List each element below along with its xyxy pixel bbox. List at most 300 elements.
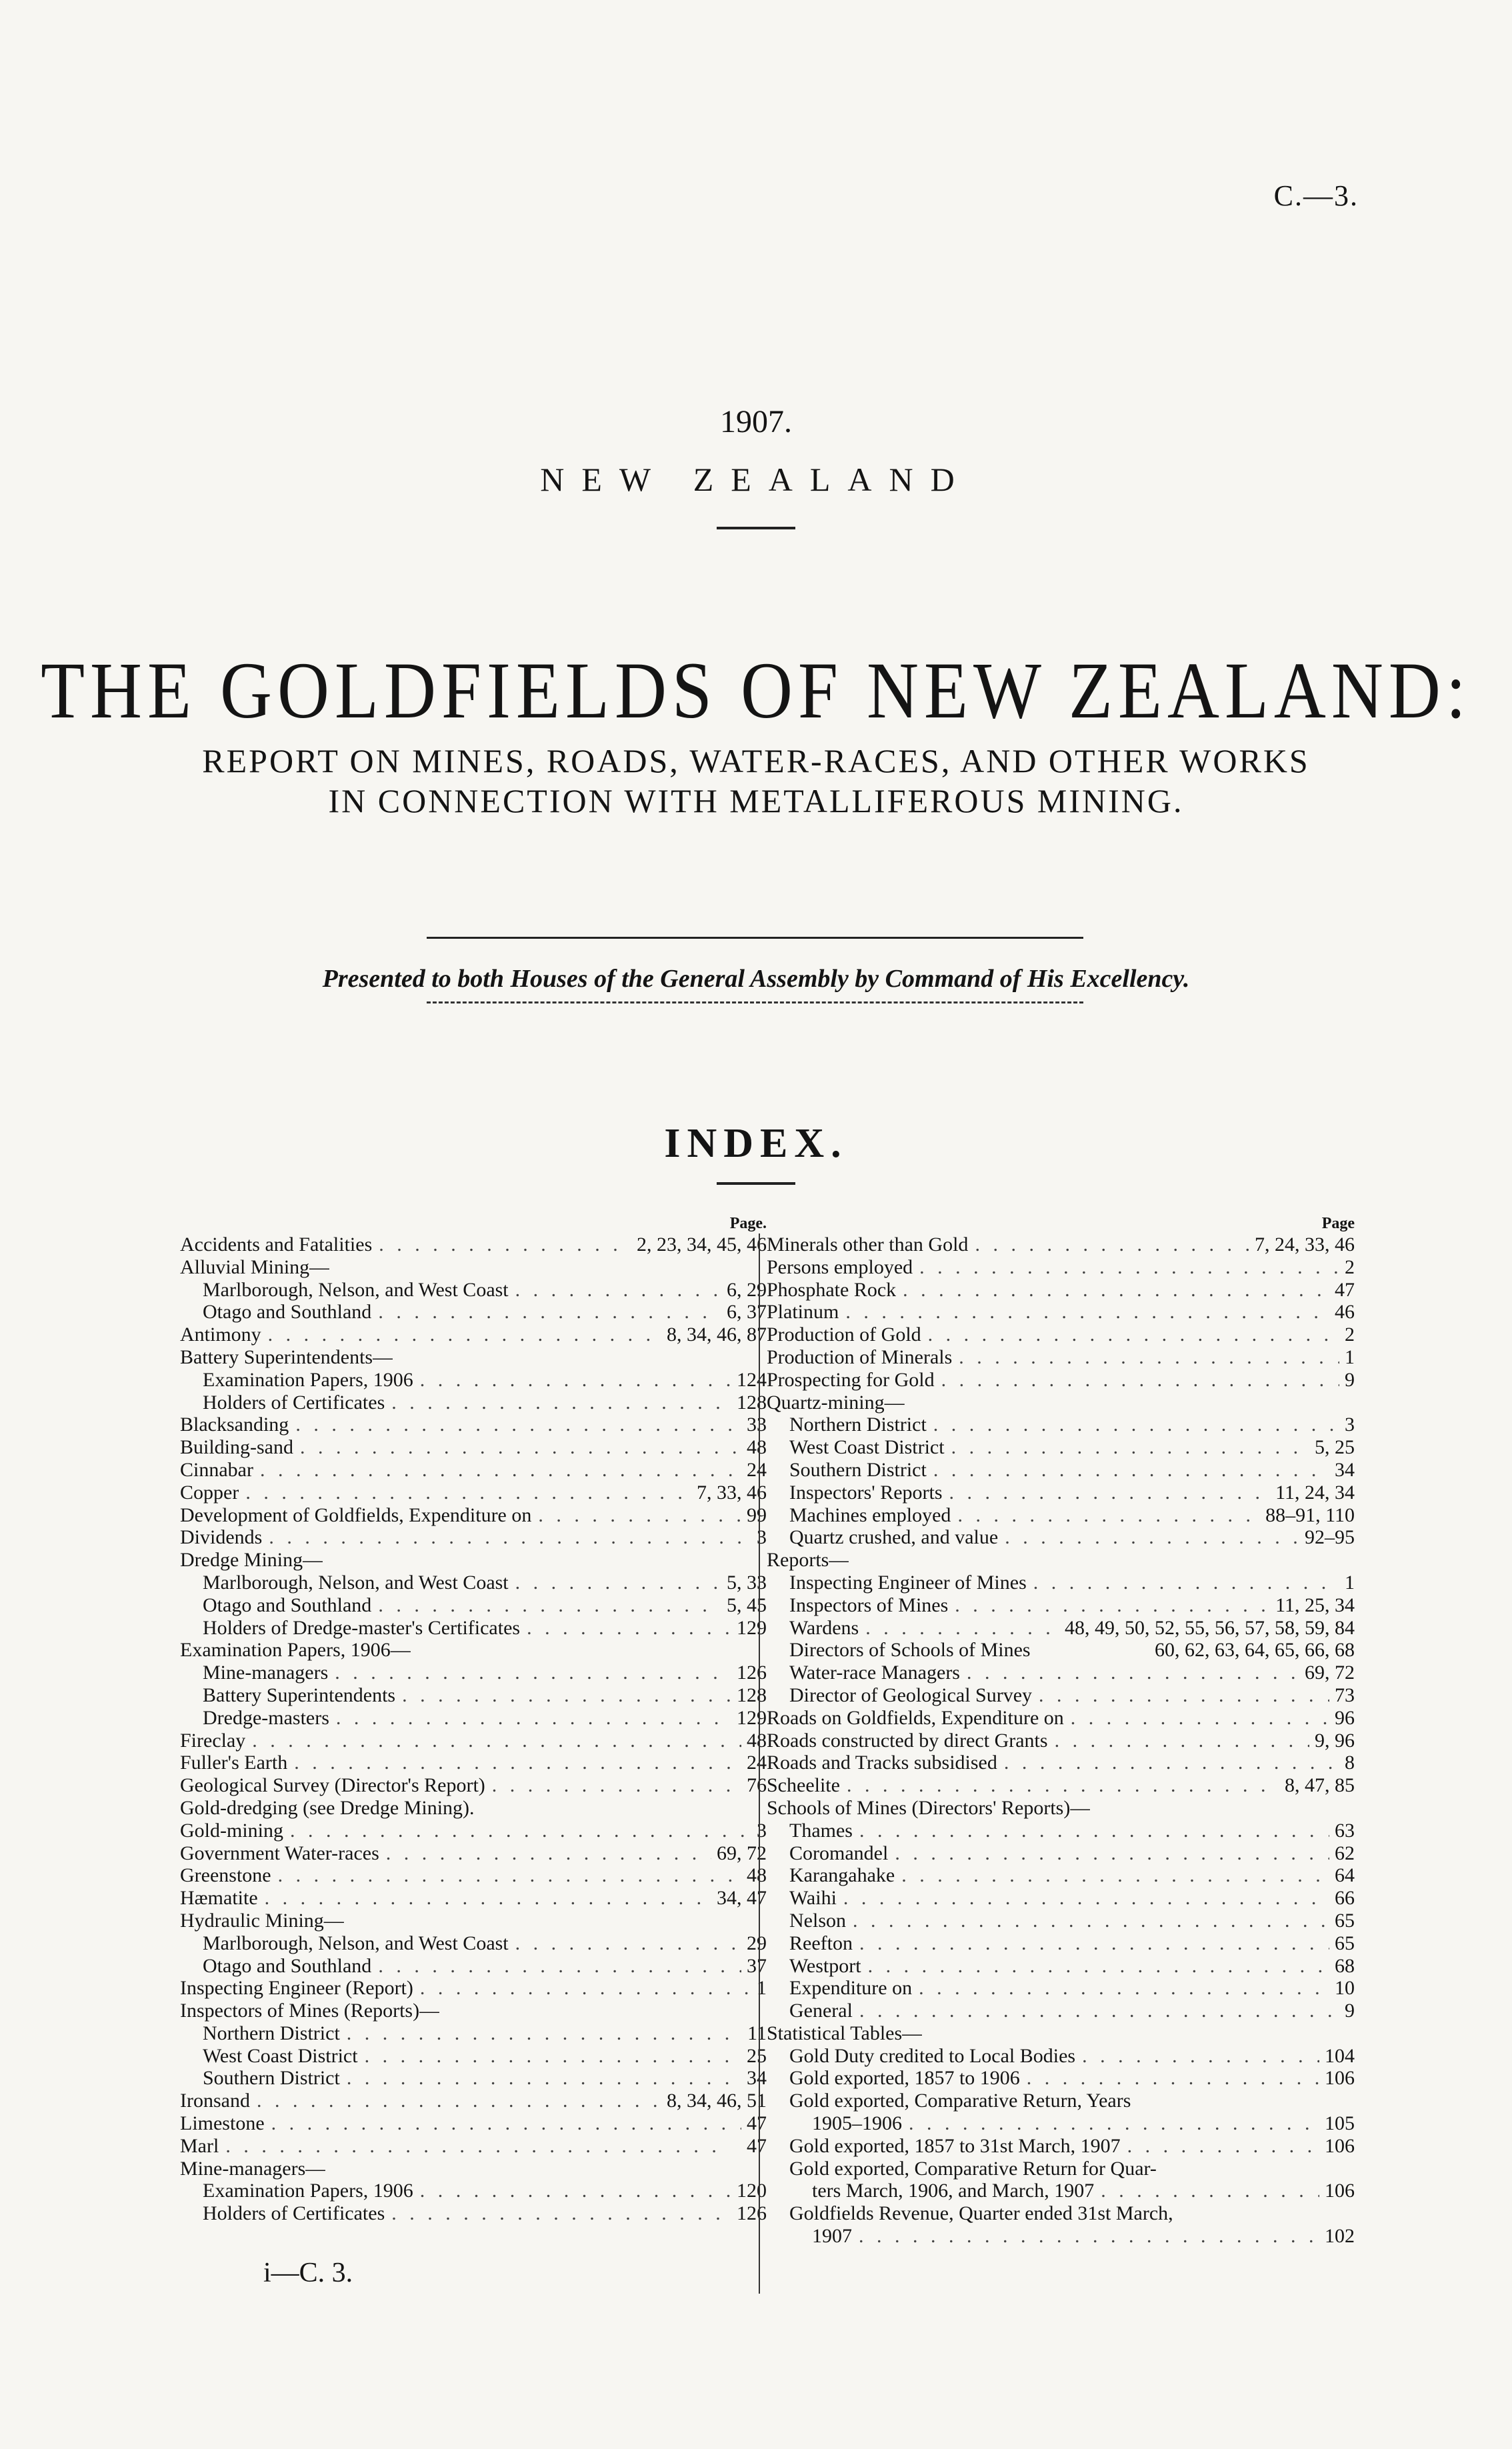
index-entry-text: Otago and Southland bbox=[203, 1954, 372, 1977]
index-entry-text: 1905–1906 bbox=[812, 2112, 902, 2135]
index-entry-text: Gold-dredging (see Dredge Mining). bbox=[180, 1796, 475, 1819]
index-entry-pages: 88–91, 110 bbox=[1265, 1504, 1355, 1526]
index-entry-pages: 65 bbox=[1335, 1932, 1355, 1954]
index-entry-pages: 34 bbox=[747, 2067, 767, 2090]
index-entry bbox=[180, 2112, 767, 2135]
index-entry-text: Marl bbox=[180, 2134, 219, 2157]
presented-line: Presented to both Houses of the General Assembly by Command of His Excellency. bbox=[322, 965, 1190, 993]
leader-dots bbox=[927, 1459, 1329, 1482]
index-entry-pages: 34, 47 bbox=[717, 1887, 767, 1910]
index-entry-pages: 5, 25 bbox=[1315, 1436, 1355, 1459]
index-entry bbox=[180, 1482, 767, 1504]
leader-dots bbox=[413, 2180, 731, 2202]
leader-dots bbox=[245, 1730, 741, 1752]
index-entry-text: Production of Gold bbox=[767, 1324, 921, 1346]
index-entry bbox=[180, 1887, 767, 1910]
leader-dots bbox=[385, 1392, 731, 1414]
leader-dots bbox=[239, 1482, 691, 1504]
index-entry-text: Accidents and Fatalities bbox=[180, 1234, 373, 1256]
index-entry-pages: 8 bbox=[1345, 1752, 1355, 1774]
index-entry bbox=[767, 1730, 1355, 1752]
leader-dots bbox=[509, 1279, 721, 1302]
index-entry bbox=[180, 1842, 767, 1865]
index-entry bbox=[180, 1820, 767, 1842]
index-entry-pages: 73 bbox=[1335, 1684, 1355, 1706]
index-entry bbox=[767, 1752, 1355, 1774]
index-entry-pages: 99 bbox=[747, 1504, 767, 1526]
index-entry-text: Expenditure on bbox=[789, 1977, 913, 2000]
index-entry-pages: 104 bbox=[1325, 2044, 1355, 2067]
index-entry bbox=[767, 1955, 1355, 1978]
index-entry bbox=[767, 1572, 1355, 1594]
index-entry bbox=[180, 1256, 767, 1279]
index-entry bbox=[767, 1369, 1355, 1392]
index-entry-pages: 69, 72 bbox=[717, 1842, 767, 1864]
index-entry-pages: 1 bbox=[1345, 1571, 1355, 1594]
index-entry-pages: 3 bbox=[757, 1819, 767, 1842]
index-entry-text: Inspectors of Mines bbox=[789, 1594, 949, 1616]
index-entry bbox=[180, 1234, 767, 1256]
index-entry bbox=[767, 2022, 1355, 2045]
index-entry-pages: 33 bbox=[747, 1414, 767, 1436]
leader-dots bbox=[852, 2225, 1319, 2248]
index-entry bbox=[767, 1684, 1355, 1707]
index-entry-text: Thames bbox=[789, 1819, 853, 1842]
index-entry-pages: 129 bbox=[737, 1616, 767, 1639]
index-entry-pages: 8, 34, 46, 87 bbox=[667, 1324, 767, 1346]
index-entry-pages: 48 bbox=[747, 1436, 767, 1459]
index-entry-pages: 106 bbox=[1325, 2180, 1355, 2202]
leader-dots bbox=[997, 1752, 1339, 1774]
index-entry-text: Gold exported, Comparative Return for Quar- bbox=[789, 2157, 1157, 2180]
index-entry bbox=[767, 2225, 1355, 2248]
index-entry-text: Dividends bbox=[180, 1526, 263, 1549]
index-title: INDEX. bbox=[664, 1121, 848, 1166]
index-entry-text: West Coast District bbox=[203, 2044, 358, 2067]
index-entry bbox=[180, 1955, 767, 1978]
index-entry bbox=[767, 2000, 1355, 2022]
index-entry-text: Persons employed bbox=[767, 1256, 913, 1278]
index-entry bbox=[767, 1482, 1355, 1504]
index-entry-text: General bbox=[789, 2000, 853, 2022]
index-entry-text: Gold exported, 1857 to 31st March, 1907 bbox=[789, 2134, 1121, 2157]
index-entry-text: Statistical Tables— bbox=[767, 2022, 923, 2044]
index-entry-pages: 7, 24, 33, 46 bbox=[1255, 1234, 1355, 1256]
index-entry-text: Platinum bbox=[767, 1301, 839, 1324]
index-entry-text: Gold-mining bbox=[180, 1819, 283, 1842]
index-entry bbox=[180, 2045, 767, 2068]
index-entry-pages: 2, 23, 34, 45, 46 bbox=[637, 1234, 767, 1256]
index-entry bbox=[180, 1459, 767, 1482]
leader-dots bbox=[921, 1324, 1339, 1346]
index-entry bbox=[180, 1324, 767, 1346]
index-entry-pages: 65 bbox=[1335, 1909, 1355, 1932]
leader-dots bbox=[948, 1594, 1270, 1617]
index-entry bbox=[767, 1324, 1355, 1346]
leader-dots bbox=[1121, 2135, 1319, 2158]
index-entry-pages: 46 bbox=[1335, 1301, 1355, 1324]
leader-dots bbox=[265, 2112, 741, 2135]
index-entry bbox=[180, 1617, 767, 1640]
leader-dots bbox=[287, 1752, 741, 1774]
index-entry-pages: 5, 33 bbox=[727, 1571, 767, 1594]
leader-dots bbox=[289, 1414, 741, 1436]
index-entry bbox=[180, 1414, 767, 1436]
index-entry-pages: 24 bbox=[747, 1458, 767, 1481]
index-entry-pages: 11 bbox=[747, 2022, 767, 2044]
index-entry bbox=[180, 1730, 767, 1752]
index-entry bbox=[180, 1392, 767, 1414]
index-entry-pages: 34 bbox=[1335, 1458, 1355, 1481]
index-entry-text: Quartz-mining— bbox=[767, 1391, 905, 1414]
index-entry bbox=[767, 1549, 1355, 1572]
index-entry-text: Government Water-races bbox=[180, 1842, 379, 1864]
index-entry-pages: 106 bbox=[1325, 2134, 1355, 2157]
index-entry-text: Westport bbox=[789, 1954, 861, 1977]
index-entry-text: Otago and Southland bbox=[203, 1594, 372, 1616]
leader-dots bbox=[340, 2067, 741, 2090]
index-entry-pages: 48, 49, 50, 52, 55, 56, 57, 58, 59, 84 bbox=[1065, 1616, 1355, 1639]
leader-dots bbox=[329, 1707, 731, 1730]
index-entry-text: Ironsand bbox=[180, 2090, 250, 2112]
leader-dots bbox=[1075, 2045, 1319, 2068]
index-entry bbox=[767, 1977, 1355, 2000]
index-entry bbox=[180, 1662, 767, 1684]
index-entry-text: Roads and Tracks subsidised bbox=[767, 1752, 997, 1774]
leader-dots bbox=[371, 1594, 721, 1617]
index-entry-pages: 128 bbox=[737, 1684, 767, 1706]
leader-dots bbox=[1094, 2180, 1319, 2202]
leader-dots bbox=[531, 1504, 741, 1527]
index-entry-text: Prospecting for Gold bbox=[767, 1368, 935, 1391]
leader-dots bbox=[945, 1436, 1309, 1459]
index-entry-text: Marlborough, Nelson, and West Coast bbox=[203, 1932, 509, 1954]
index-entry-text: Southern District bbox=[789, 1458, 927, 1481]
leader-dots bbox=[913, 1256, 1339, 1279]
index-entry-text: Hydraulic Mining— bbox=[180, 1909, 344, 1932]
index-entry bbox=[180, 2022, 767, 2045]
leader-dots bbox=[413, 1369, 731, 1392]
index-entry bbox=[767, 2045, 1355, 2068]
index-entry-text: ters March, 1906, and March, 1907 bbox=[812, 2180, 1095, 2202]
leader-dots bbox=[385, 2202, 731, 2225]
index-entry bbox=[767, 1392, 1355, 1414]
leader-dots bbox=[328, 1662, 731, 1684]
index-entry bbox=[180, 1932, 767, 1955]
index-entry bbox=[180, 1572, 767, 1594]
index-entry-pages: 120 bbox=[737, 2180, 767, 2202]
index-entry bbox=[767, 2135, 1355, 2158]
index-entry-text: Development of Goldfields, Expenditure on bbox=[180, 1504, 532, 1526]
index-entry-pages: 62 bbox=[1335, 1842, 1355, 1864]
leader-dots bbox=[952, 1346, 1339, 1369]
index-entry-pages: 24 bbox=[747, 1752, 767, 1774]
index-entry-pages: 11, 24, 34 bbox=[1275, 1481, 1355, 1504]
index-entry-pages: 126 bbox=[737, 2202, 767, 2225]
index-entry-text: Battery Superintendents— bbox=[180, 1346, 393, 1368]
index-entry bbox=[180, 2158, 767, 2180]
index-entry-text: Inspectors' Reports bbox=[789, 1481, 943, 1504]
index-entry-text: Roads on Goldfields, Expenditure on bbox=[767, 1706, 1064, 1729]
index-entry-pages: 29 bbox=[747, 1932, 767, 1954]
index-entry-pages: 8, 34, 46, 51 bbox=[667, 2090, 767, 2112]
index-entry bbox=[767, 1526, 1355, 1549]
index-entry-pages: 47 bbox=[747, 2134, 767, 2157]
subtitle-line-1: REPORT ON MINES, ROADS, WATER-RACES, AND OTHER WORKS bbox=[202, 742, 1310, 779]
index-entry-text: Examination Papers, 1906— bbox=[180, 1639, 411, 1662]
leader-dots bbox=[943, 1482, 1271, 1504]
index-entry-text: Inspecting Engineer of Mines bbox=[789, 1571, 1027, 1594]
index-entry-text: Waihi bbox=[789, 1887, 837, 1910]
index-entry-pages: 124 bbox=[737, 1368, 767, 1391]
leader-dots bbox=[250, 2090, 661, 2112]
index-entry-text: Gold Duty credited to Local Bodies bbox=[789, 2044, 1076, 2067]
leader-dots bbox=[293, 1436, 741, 1459]
index-entry bbox=[767, 1887, 1355, 1910]
index-entry-pages: 37 bbox=[747, 1954, 767, 1977]
leader-dots bbox=[968, 1234, 1249, 1256]
index-entry-pages: 7, 33, 46 bbox=[697, 1481, 767, 1504]
index-column-right bbox=[767, 1213, 1355, 2248]
leader-dots bbox=[960, 1662, 1299, 1684]
index-entry-pages: 10 bbox=[1335, 1977, 1355, 2000]
index-entry bbox=[767, 1932, 1355, 1955]
index-entry-text: Nelson bbox=[789, 1909, 846, 1932]
rule-presented-bottom bbox=[427, 1001, 1083, 1003]
index-entry bbox=[180, 1504, 767, 1527]
index-entry bbox=[180, 2090, 767, 2112]
index-entry bbox=[767, 1820, 1355, 1842]
index-entry bbox=[180, 1864, 767, 1887]
index-entry-pages: 63 bbox=[1335, 1819, 1355, 1842]
index-entry-text: Cinnabar bbox=[180, 1458, 253, 1481]
index-entry-text: Holders of Dredge-master's Certificates bbox=[203, 1616, 521, 1639]
leader-dots bbox=[413, 1977, 751, 2000]
index-entry-pages: 9 bbox=[1345, 2000, 1355, 2022]
index-entry-text: Examination Papers, 1906 bbox=[203, 2180, 413, 2202]
rule-index bbox=[717, 1182, 795, 1185]
index-entry-pages: 66 bbox=[1335, 1887, 1355, 1910]
index-entry-text: Water-race Managers bbox=[789, 1662, 960, 1684]
leader-dots bbox=[283, 1820, 751, 1842]
index-entry-pages: 2 bbox=[1345, 1256, 1355, 1278]
index-entry bbox=[767, 1436, 1355, 1459]
index-entry bbox=[767, 1864, 1355, 1887]
main-title: THE GOLDFIELDS OF NEW ZEALAND: bbox=[41, 646, 1471, 736]
leader-dots bbox=[837, 1887, 1329, 1910]
index-entry bbox=[180, 2202, 767, 2225]
leader-dots bbox=[888, 1842, 1329, 1865]
index-entry bbox=[180, 2135, 767, 2158]
index-entry-text: Blacksanding bbox=[180, 1414, 289, 1436]
column-divider bbox=[759, 1234, 760, 2294]
index-entry-text: Reefton bbox=[789, 1932, 853, 1954]
index-entry-text: Phosphate Rock bbox=[767, 1278, 897, 1301]
leader-dots bbox=[1048, 1730, 1309, 1752]
leader-dots bbox=[927, 1414, 1339, 1436]
index-entry-text: Mine-managers bbox=[203, 1662, 329, 1684]
index-entry-text: Director of Geological Survey bbox=[789, 1684, 1033, 1706]
index-entry-pages: 8, 47, 85 bbox=[1285, 1774, 1355, 1797]
index-entry bbox=[180, 2000, 767, 2022]
leader-dots bbox=[1032, 1684, 1329, 1707]
index-entry bbox=[767, 1504, 1355, 1527]
year: 1907. bbox=[720, 404, 792, 439]
index-entry bbox=[767, 1662, 1355, 1684]
index-entry bbox=[180, 1639, 767, 1662]
leader-dots bbox=[520, 1617, 731, 1640]
index-entry-text: Battery Superintendents bbox=[203, 1684, 396, 1706]
index-column-left bbox=[180, 1213, 767, 2225]
index-entry-pages: 92–95 bbox=[1305, 1526, 1355, 1549]
index-entry bbox=[767, 1707, 1355, 1730]
index-entry-pages: 1 bbox=[757, 1977, 767, 2000]
index-entry-text: Schools of Mines (Directors' Reports)— bbox=[767, 1796, 1091, 1819]
page-column-heading: Page. bbox=[729, 1215, 767, 1232]
index-entry bbox=[767, 1617, 1355, 1640]
index-entry-pages: 1 bbox=[1345, 1346, 1355, 1368]
index-entry-text: Karangahake bbox=[789, 1864, 895, 1887]
index-entry bbox=[180, 1436, 767, 1459]
index-entry-pages: 76 bbox=[747, 1774, 767, 1797]
index-entry bbox=[180, 1279, 767, 1302]
index-entry bbox=[180, 2180, 767, 2202]
leader-dots bbox=[262, 1526, 751, 1549]
index-entry-text: Building-sand bbox=[180, 1436, 293, 1459]
index-entry-pages: 2 bbox=[1345, 1324, 1355, 1346]
index-entry bbox=[767, 1234, 1355, 1256]
subtitle-line-2: IN CONNECTION WITH METALLIFEROUS MINING. bbox=[328, 782, 1184, 819]
index-entry bbox=[180, 1910, 767, 1932]
index-entry bbox=[767, 1346, 1355, 1369]
rule-short-top bbox=[717, 527, 795, 529]
index-entry bbox=[767, 2158, 1355, 2180]
index-entry bbox=[180, 2067, 767, 2090]
index-entry bbox=[767, 1797, 1355, 1820]
index-entry-pages: 9, 96 bbox=[1315, 1729, 1355, 1752]
index-entry bbox=[180, 1301, 767, 1324]
leader-dots bbox=[261, 1324, 661, 1346]
index-entry bbox=[767, 1639, 1355, 1662]
index-entry bbox=[767, 1594, 1355, 1617]
leader-dots bbox=[253, 1459, 741, 1482]
index-entry-text: Examination Papers, 1906 bbox=[203, 1368, 413, 1391]
index-entry bbox=[180, 1594, 767, 1617]
index-entry bbox=[180, 1549, 767, 1572]
leader-dots bbox=[839, 1301, 1329, 1324]
index-entry bbox=[180, 1526, 767, 1549]
leader-dots bbox=[258, 1887, 711, 1910]
index-entry-text: Production of Minerals bbox=[767, 1346, 953, 1368]
index-entry-text: Directors of Schools of Mines bbox=[789, 1639, 1031, 1662]
index-entry-text: Gold exported, 1857 to 1906 bbox=[789, 2067, 1020, 2090]
index-entry-text: Marlborough, Nelson, and West Coast bbox=[203, 1571, 509, 1594]
index-entry-text: Dredge-masters bbox=[203, 1706, 329, 1729]
leader-dots bbox=[509, 1572, 721, 1594]
index-entry-pages: 3 bbox=[757, 1526, 767, 1549]
index-entry bbox=[767, 1842, 1355, 1865]
leader-dots bbox=[840, 1774, 1279, 1797]
index-entry bbox=[767, 1414, 1355, 1436]
index-entry-text: Geological Survey (Director's Report) bbox=[180, 1774, 485, 1797]
index-entry-text: Dredge Mining— bbox=[180, 1549, 323, 1572]
index-entry-pages: 47 bbox=[1335, 1278, 1355, 1301]
index-entry-text: Northern District bbox=[789, 1414, 927, 1436]
index-entry-text: Quartz crushed, and value bbox=[789, 1526, 999, 1549]
index-entry-pages: 6, 29 bbox=[727, 1278, 767, 1301]
leader-dots bbox=[951, 1504, 1260, 1527]
leader-dots bbox=[998, 1526, 1299, 1549]
leader-dots bbox=[271, 1864, 741, 1887]
index-entry bbox=[767, 1459, 1355, 1482]
index-entry bbox=[180, 1977, 767, 2000]
rule-presented-top bbox=[427, 937, 1083, 939]
index-entry-pages: 96 bbox=[1335, 1706, 1355, 1729]
index-entry-text: Otago and Southland bbox=[203, 1301, 372, 1324]
index-entry-pages: 47 bbox=[747, 2112, 767, 2135]
index-entry-pages: 126 bbox=[737, 1662, 767, 1684]
index-entry bbox=[767, 1301, 1355, 1324]
leader-dots bbox=[1027, 1572, 1339, 1594]
leader-dots bbox=[340, 2022, 742, 2045]
leader-dots bbox=[853, 1932, 1329, 1955]
index-entry bbox=[767, 1774, 1355, 1797]
index-entry bbox=[180, 1774, 767, 1797]
leader-dots bbox=[371, 1955, 741, 1978]
leader-dots bbox=[895, 1864, 1329, 1887]
page-column-heading: Page bbox=[1321, 1215, 1355, 1232]
leader-dots bbox=[358, 2045, 741, 2068]
index-entry-text: Antimony bbox=[180, 1324, 261, 1346]
index-entry-text: Marlborough, Nelson, and West Coast bbox=[203, 1278, 509, 1301]
index-entry-text: Hæmatite bbox=[180, 1887, 258, 1910]
index-entry-pages: 105 bbox=[1325, 2112, 1355, 2135]
index-entry-pages: 25 bbox=[747, 2044, 767, 2067]
index-entry-text: Fireclay bbox=[180, 1729, 246, 1752]
leader-dots bbox=[379, 1842, 711, 1865]
index-entry-pages: 106 bbox=[1325, 2067, 1355, 2090]
leader-dots bbox=[853, 1820, 1329, 1842]
index-entry-text: Greenstone bbox=[180, 1864, 271, 1887]
index-entry-text: Northern District bbox=[203, 2022, 340, 2044]
leader-dots bbox=[485, 1774, 741, 1797]
index-entry-text: Inspecting Engineer (Report) bbox=[180, 1977, 413, 2000]
leader-dots bbox=[371, 1301, 721, 1324]
index-entry bbox=[180, 1797, 767, 1820]
index-entry-text: Limestone bbox=[180, 2112, 265, 2135]
leader-dots bbox=[912, 1977, 1329, 2000]
index-entry-text: Minerals other than Gold bbox=[767, 1234, 969, 1256]
index-entry bbox=[767, 2090, 1355, 2112]
leader-dots bbox=[896, 1279, 1329, 1302]
footer-page-ref: i—C. 3. bbox=[263, 2258, 353, 2288]
index-entry-pages: 69, 72 bbox=[1305, 1662, 1355, 1684]
index-entry bbox=[767, 1910, 1355, 1932]
index-entry-pages: 128 bbox=[737, 1391, 767, 1414]
index-entry-pages: 129 bbox=[737, 1706, 767, 1729]
index-entry-pages: 64 bbox=[1335, 1864, 1355, 1887]
leader-dots bbox=[395, 1684, 731, 1707]
index-entry-text: Southern District bbox=[203, 2067, 340, 2090]
leader-dots bbox=[902, 2112, 1319, 2135]
index-entry bbox=[180, 1346, 767, 1369]
index-entry-pages: 6, 37 bbox=[727, 1301, 767, 1324]
leader-dots bbox=[219, 2135, 741, 2158]
index-entry-pages: 48 bbox=[747, 1729, 767, 1752]
index-entry-text: Roads constructed by direct Grants bbox=[767, 1729, 1048, 1752]
index-entry-text: Goldfields Revenue, Quarter ended 31st March, bbox=[789, 2202, 1173, 2225]
index-entry bbox=[767, 1279, 1355, 1302]
